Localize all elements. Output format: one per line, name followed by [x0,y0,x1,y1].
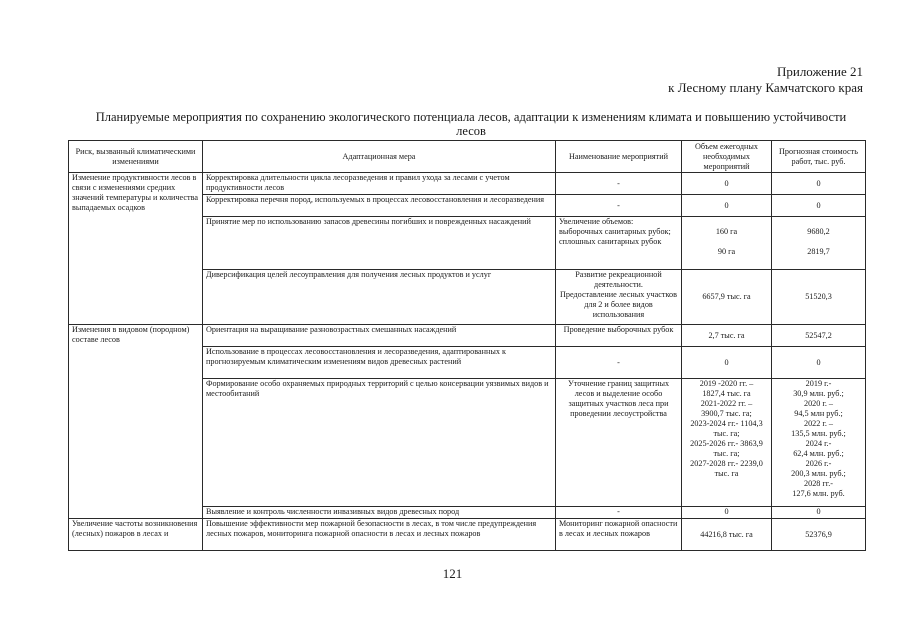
appendix-reference: к Лесному плану Камчатского края [668,80,863,95]
volume-cell: 2019 -2020 гг. – 1827,4 тыс. га 2021-2022 гг. – 3900,7 тыс. га; 2023-2024 гг.- 1104,3 тыс. га; 2025-2026 гг.- 3863,9 тыс. га; 2027-2028 гг.- 2239,0 тыс. га [682,379,772,507]
activity-cell: Увеличение объемов: выборочных санитарных рубок; сплошных санитарных рубок [556,217,682,270]
volume-cell: 0 [682,347,772,379]
activity-cell: Развитие рекреационной деятельности. Предоставление лесных участков для 2 и более видов использования [556,270,682,325]
table-row [69,325,866,347]
volume-cell: 0 [682,195,772,217]
risk-cell: Увеличение частоты возникновения (лесных) пожаров в лесах и [69,519,203,551]
table-header-row [69,141,866,173]
header-activity: Наименование мероприятий [556,141,682,173]
cost-cell: 0 [772,507,866,519]
table-row [69,519,866,551]
activity-cell: - [556,173,682,195]
activity-cell: Уточнение границ защитных лесов и выделение особо защитных участков леса при проведении лесоустройства [556,379,682,507]
cost-cell: 52376,9 [772,519,866,551]
activity-cell: - [556,507,682,519]
risk-cell: Изменения в видовом (породном) составе лесов [69,325,203,519]
volume-cell: 0 [682,173,772,195]
measure-cell: Принятие мер по использованию запасов древесины погибших и поврежденных насаждений [203,217,556,270]
title-line-1: Планируемые мероприятия по сохранению экологического потенциала лесов, адаптации к изменениям климата и повышению устойчивости [95,110,847,124]
cost-cell: 2019 г.- 30,9 млн. руб.; 2020 г. – 94,5 млн руб.; 2022 г. – 135,5 млн. руб.; 2024 г.- 62,4 млн. руб.; 2026 г.- 200,3 млн. руб.; 2028 гг.- 127,6 млн. руб. [772,379,866,507]
header-risk: Риск, вызванный климатическими изменениями [69,141,203,173]
table-row [69,173,866,195]
page-number: 121 [442,566,463,581]
activity-cell: Проведение выборочных рубок [556,325,682,347]
header-measure: Адаптационная мера [203,141,556,173]
title-line-2: лесов [456,124,486,138]
volume-cell: 6657,9 тыс. га [682,270,772,325]
activity-cell: Мониторинг пожарной опасности в лесах и лесных пожаров [556,519,682,551]
activity-cell: - [556,347,682,379]
cost-cell: 0 [772,173,866,195]
cost-cell: 51520,3 [772,270,866,325]
volume-cell: 0 [682,507,772,519]
document-title [80,110,862,138]
measure-cell: Повышение эффективности мер пожарной безопасности в лесах, в том числе предупреждения лесных пожаров, мониторинга пожарной опасности в лесах и лесных пожаров [203,519,556,551]
measures-table [68,140,866,551]
volume-cell: 44216,8 тыс. га [682,519,772,551]
measure-cell: Формирование особо охраняемых природных территорий с целью консервации уязвимых видов и местообитаний [203,379,556,507]
volume-cell: 160 га 90 га [682,217,772,270]
measure-cell: Корректировка перечня пород, используемых в процессах лесовосстановления и лесоразведения [203,195,556,217]
cost-cell: 0 [772,195,866,217]
activity-cell: - [556,195,682,217]
cost-cell: 52547,2 [772,325,866,347]
header-cost: Прогнозная стоимость работ, тыс. руб. [772,141,866,173]
measure-cell: Использование в процессах лесовосстановления и лесоразведения, адаптированных к прогнозируемым климатическим изменениям видов древесных растений [203,347,556,379]
appendix-number: Приложение 21 [776,64,863,79]
measure-cell: Ориентация на выращивание разновозрастных смешанных насаждений [203,325,556,347]
header-volume: Объем ежегодных необходимых мероприятий [682,141,772,173]
measure-cell: Корректировка длительности цикла лесоразведения и правил ухода за лесами с учетом продуктивности лесов [203,173,556,195]
volume-cell: 2,7 тыс. га [682,325,772,347]
measure-cell: Диверсификация целей лесоуправления для получения лесных продуктов и услуг [203,270,556,325]
measure-cell: Выявление и контроль численности инвазивных видов древесных пород [203,507,556,519]
cost-cell: 9680,2 2819,7 [772,217,866,270]
cost-cell: 0 [772,347,866,379]
risk-cell: Изменение продуктивности лесов в связи с изменениями средних значений температуры и количества выпадаемых осадков [69,173,203,325]
